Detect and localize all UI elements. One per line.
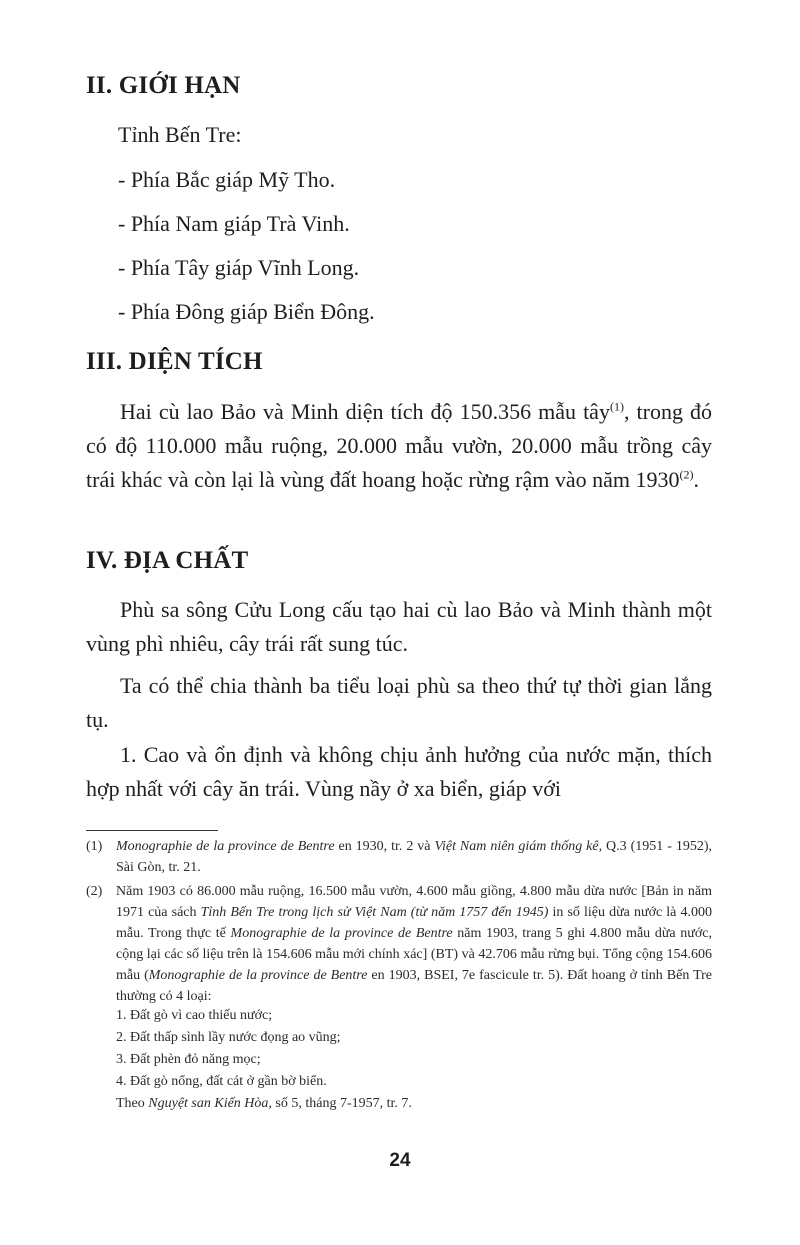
footnote-list-item: 4. Đất gò nổng, đất cát ở gần bờ biển. <box>116 1074 327 1089</box>
footnote-number: (1) <box>86 839 103 854</box>
section-heading-gioi-han: II. GIỚI HẠN <box>86 72 241 99</box>
footnote-ref-1[interactable]: (1) <box>609 399 624 414</box>
section-heading-dia-chat: IV. ĐỊA CHẤT <box>86 547 249 574</box>
footnote-source: Theo Nguyệt san Kiến Hòa, số 5, tháng 7-1957, tr. 7. <box>116 1096 412 1111</box>
footnote-list-item: 1. Đất gò vì cao thiếu nước; <box>116 1008 273 1023</box>
footnote-number: (2) <box>86 884 103 899</box>
paragraph-type-1: 1. Cao và ổn định và không chịu ảnh hưởng của nước mặn, thích hợp nhất với cây ăn trái. Vùng nầy ở xa biển, giáp với <box>86 742 712 801</box>
list-item-south: - Phía Nam giáp Trà Vinh. <box>118 211 350 236</box>
list-item-west: - Phía Tây giáp Vĩnh Long. <box>118 255 360 280</box>
list-item-east: - Phía Đông giáp Biển Đông. <box>118 299 375 324</box>
text-line: Tỉnh Bến Tre: <box>118 122 242 147</box>
footnote-divider <box>86 830 218 831</box>
paragraph-area: Hai cù lao Bảo và Minh diện tích độ 150.356 mẫu tây$^{(1)}$, trong đó có độ 110.000 mẫu ruộng, 20.000 mẫu vườn, 20.000 mẫu trồng cây trái khác và còn lại là vùng đất hoang hoặc rừng rậm vào năm 1930$^{(2)}$. <box>86 399 712 492</box>
section-heading-dien-tich: III. DIỆN TÍCH <box>86 348 263 375</box>
footnote-2: (2) Năm 1903 có 86.000 mẫu ruộng, 16.500 mẫu vườn, 4.600 mẫu giồng, 4.800 mẫu dừa nước [Bản in năm 1971 của sách Tỉnh Bến Tre trong lịch sử Việt Nam (từ năm 1757 đến 1945) in số liệu dừa nước là 4.000 mẫu. Trong thực tế Monographie de la province de Bentre năm 1903, trang 5 ghi 4.800 mẫu dừa nước, cộng lại các số liệu trên là 154.606 mẫu mới chính xác] (BT) và 42.706 mẫu rừng bụi. Tổng cộng 154.606 mẫu (Monographie de la province de Bentre en 1903, BSEI, 7e fascicule tr. 5). Đất hoang ở tỉnh Bến Tre thường có 4 loại: <box>86 881 712 1007</box>
page-number: 24 <box>389 1150 411 1171</box>
paragraph-subtypes: Ta có thể chia thành ba tiểu loại phù sa theo thứ tự thời gian lắng tụ. <box>86 673 712 732</box>
list-item-north: - Phía Bắc giáp Mỹ Tho. <box>118 167 336 192</box>
footnote-list-item: 3. Đất phèn đỏ năng mọc; <box>116 1052 261 1067</box>
footnote-1: (1) Monographie de la province de Bentre en 1930, tr. 2 và Việt Nam niên giám thống kê, Q.3 (1951 - 1952), Sài Gòn, tr. 21. <box>86 836 712 878</box>
paragraph-alluvium: Phù sa sông Cửu Long cấu tạo hai cù lao Bảo và Minh thành một vùng phì nhiêu, cây trái rất sung túc. <box>86 597 712 656</box>
footnote-list-item: 2. Đất thấp sình lầy nước đọng ao vũng; <box>116 1030 341 1045</box>
footnote-ref-2[interactable]: (2) <box>679 467 694 482</box>
